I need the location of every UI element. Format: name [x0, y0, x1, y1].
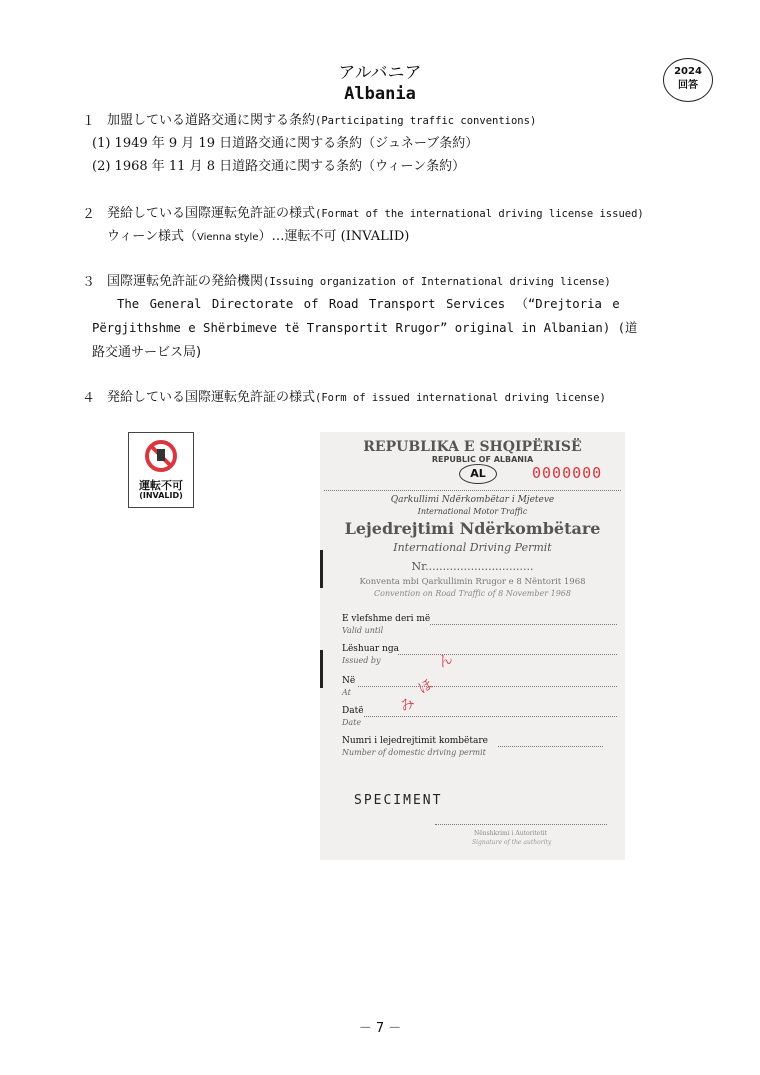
section-1-number: １: [82, 114, 96, 129]
style-ja: ウィーン様式（: [107, 229, 197, 244]
section-4-number: ４: [82, 391, 96, 406]
permit-country-badge: AL: [459, 464, 497, 484]
handwritten-n: ん: [435, 650, 456, 672]
permit-republic-en: REPUBLIC OF ALBANIA: [431, 455, 534, 464]
issuer-line-3: 路交通サービス局): [92, 345, 202, 360]
page-title-en: Albania: [344, 84, 416, 104]
field-valid-until-en: Valid until: [342, 626, 384, 635]
signature-en: Signature of the authority: [472, 839, 552, 846]
style-close: ）: [258, 229, 272, 244]
style-en: Vienna style: [196, 232, 259, 243]
handwritten-ho: ほ: [415, 676, 436, 698]
section-2-heading-ja: 発給している国際運転免許証の様式: [107, 206, 316, 221]
signature-sq: Nënshkrimi i Autoritetit: [474, 830, 548, 837]
field-line: [358, 686, 617, 687]
permit-title-en: International Driving Permit: [393, 541, 552, 554]
issuer-line-1: The General Directorate of Road Transport Services （“Drejtoria e: [117, 297, 620, 311]
signature-line: [435, 824, 607, 825]
permit-image: [320, 432, 625, 860]
field-date-sq: Datë: [342, 706, 364, 716]
field-valid-until-sq: E vlefshme deri më: [342, 614, 431, 624]
invalid-label-ja: 運転不可: [139, 479, 183, 492]
section-2-heading-en: (Format of the international driving license issued): [315, 208, 644, 220]
field-date-en: Date: [342, 718, 362, 727]
field-at-sq: Në: [342, 676, 356, 686]
page-title-ja: アルバニア: [338, 63, 422, 83]
field-line: [498, 746, 603, 747]
permit-republic-sq: REPUBLIKA E SHQIPËRISË: [363, 439, 582, 455]
handwritten-mi: み: [397, 694, 418, 716]
permit-traffic-sq: Qarkullimi Ndërkombëtar i Mjeteve: [390, 495, 555, 505]
field-issued-by-sq: Lëshuar nga: [342, 644, 399, 654]
badge-label: 回答: [678, 80, 698, 91]
section-3-number: ３: [82, 275, 96, 290]
invalid-label-en: (INVALID): [139, 491, 183, 500]
page-number: － 7 －: [358, 1021, 402, 1036]
field-line: [398, 654, 617, 655]
permit-number: 0000000: [532, 464, 603, 482]
section-2-number: ２: [82, 207, 96, 222]
permit-nr: Nr...............................: [411, 560, 534, 573]
section-3-heading-en: (Issuing organization of International driving license): [263, 276, 611, 288]
section-1-heading-ja: 加盟している道路交通に関する条約: [107, 113, 316, 128]
status-invalid: …運転不可 (INVALID): [271, 229, 410, 244]
convention-item-1: (1) 1949 年 9 月 19 日道路交通に関する条約（ジュネーブ条約）: [92, 136, 479, 151]
issuer-line-2: Përgjithshme e Shërbimeve të Transportit Rrugor” original in Albanian) (道: [92, 321, 638, 335]
specimen-stamp: SPECIMENT: [354, 793, 443, 808]
permit-convention-en: Convention on Road Traffic of 8 November 1968: [374, 589, 571, 598]
section-4-heading: [107, 386, 606, 405]
section-1-heading-en: (Participating traffic conventions): [315, 115, 537, 127]
section-4-heading-en: (Form of issued international driving license): [315, 392, 606, 404]
section-1-heading: [107, 109, 536, 128]
field-line: [364, 716, 617, 717]
section-2-heading: [107, 202, 644, 221]
permit-title-sq: Lejedrejtimi Ndërkombëtare: [344, 519, 601, 538]
field-line: [430, 624, 617, 625]
year-answer-badge: [663, 58, 713, 102]
section-4-heading-ja: 発給している国際運転免許証の様式: [107, 390, 316, 405]
permit-edge-mark: [320, 650, 323, 688]
field-domestic-number-en: Number of domestic driving permit: [342, 748, 486, 757]
field-at-en: At: [342, 688, 351, 697]
section-3-heading-ja: 国際運転免許証の発給機関: [107, 274, 264, 289]
field-issued-by-en: Issued by: [342, 656, 381, 665]
permit-traffic-en: International Motor Traffic: [417, 507, 528, 516]
section-2-style-line: [107, 225, 409, 244]
section-3-heading: [107, 270, 611, 289]
permit-divider: [324, 490, 621, 491]
field-domestic-number-sq: Numri i lejedrejtimit kombëtare: [342, 736, 488, 746]
permit-convention-sq: Konventa mbi Qarkullimin Rrugor e 8 Nëntorit 1968: [359, 577, 586, 587]
convention-item-2: (2) 1968 年 11 月 8 日道路交通に関する条約（ウィーン条約）: [92, 159, 466, 174]
invalid-mark: [128, 432, 194, 508]
badge-year: 2024: [674, 66, 702, 77]
no-entry-icon: [144, 439, 178, 473]
